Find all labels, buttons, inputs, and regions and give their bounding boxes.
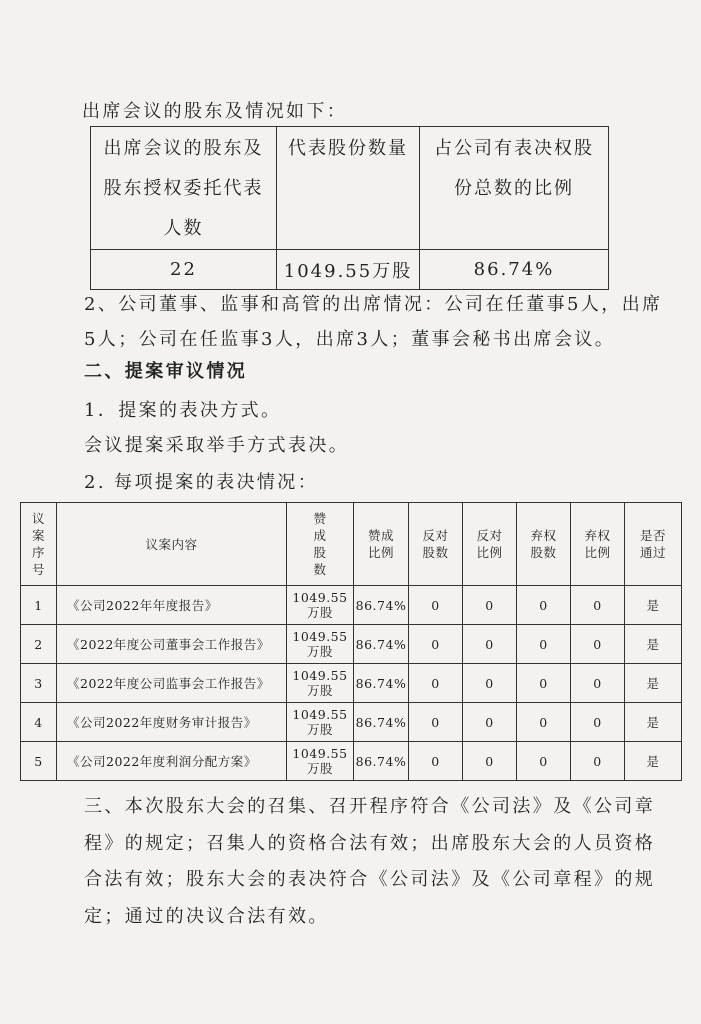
cell-content: 《公司2022年度财务审计报告》	[57, 703, 287, 742]
votes-header-row	[21, 503, 682, 586]
cell-abstain-ratio: 0	[571, 664, 625, 703]
shares-number: 1049.55	[292, 707, 348, 722]
header-line: 股东授权委托代表	[103, 178, 264, 199]
header-shares	[277, 127, 420, 250]
table-row	[21, 664, 682, 703]
shares-unit: 万股	[306, 683, 333, 698]
section-two-title: 二、提案审议情况	[84, 361, 248, 382]
header-line: 人数	[163, 218, 204, 239]
header-line: 股数	[422, 545, 449, 560]
cell-against-ratio: 0	[463, 742, 517, 781]
header-line: 是否	[639, 528, 666, 543]
cell-against-ratio: 0	[463, 703, 517, 742]
shares-number: 1049.55	[292, 668, 348, 683]
cell-seq: 1	[21, 586, 57, 625]
item2-title: 2. 每项提案的表决情况：	[84, 472, 319, 493]
section-three-line1: 三、本次股东大会的召集、召开程序符合《公司法》及《公司章	[84, 796, 656, 817]
cell-passed: 是	[625, 703, 682, 742]
cell-abstain-ratio: 0	[571, 625, 625, 664]
cell-shares: 1049.55万股	[277, 250, 420, 290]
cell-seq: 3	[21, 664, 57, 703]
header-line: 比例	[476, 545, 503, 560]
cell-against-shares: 0	[409, 586, 463, 625]
cell-count: 22	[91, 250, 277, 290]
item1-title: 1．提案的表决方式。	[84, 400, 282, 421]
cell-for-shares	[287, 664, 354, 703]
cell-seq: 4	[21, 703, 57, 742]
attendance-header-row	[91, 127, 609, 250]
cell-abstain-shares: 0	[517, 586, 571, 625]
cell-abstain-ratio: 0	[571, 703, 625, 742]
header-char: 数	[313, 562, 327, 577]
votes-table	[20, 502, 682, 781]
header-char: 序	[31, 545, 45, 560]
header-seq	[21, 503, 57, 586]
header-line: 出席会议的股东及	[103, 138, 264, 159]
cell-against-ratio: 0	[463, 625, 517, 664]
cell-abstain-ratio: 0	[571, 742, 625, 781]
shares-number: 1049.55	[292, 629, 348, 644]
header-char: 号	[31, 562, 45, 577]
header-content: 议案内容	[57, 503, 287, 586]
cell-abstain-shares: 0	[517, 742, 571, 781]
intro-line: 出席会议的股东及情况如下：	[82, 101, 348, 122]
header-char: 股	[313, 545, 327, 560]
header-for-shares	[287, 503, 354, 586]
header-char: 赞	[313, 511, 327, 526]
header-shareholders	[91, 127, 277, 250]
attendance-data-row	[91, 250, 609, 290]
header-against-ratio	[463, 503, 517, 586]
cell-against-shares: 0	[409, 625, 463, 664]
cell-ratio: 86.74%	[420, 250, 609, 290]
cell-passed: 是	[625, 742, 682, 781]
shares-unit: 万股	[306, 644, 333, 659]
header-line: 赞成	[367, 528, 394, 543]
header-ratio	[420, 127, 609, 250]
shares-number: 1049.55	[292, 746, 348, 761]
cell-abstain-ratio: 0	[571, 586, 625, 625]
cell-against-ratio: 0	[463, 586, 517, 625]
section-three-line4: 定；通过的决议合法有效。	[84, 906, 329, 927]
cell-content: 《2022年度公司监事会工作报告》	[57, 664, 287, 703]
cell-for-ratio: 86.74%	[354, 586, 409, 625]
shares-unit: 万股	[306, 605, 333, 620]
header-line: 弃权	[584, 528, 611, 543]
cell-for-ratio: 86.74%	[354, 703, 409, 742]
header-line: 占公司有表决权股	[434, 138, 594, 159]
section-three-line3: 合法有效；股东大会的表决符合《公司法》及《公司章程》的规	[84, 869, 656, 890]
header-line: 弃权	[530, 528, 557, 543]
cell-passed: 是	[625, 586, 682, 625]
header-line: 比例	[584, 545, 611, 560]
para-directors-line2: 5人；公司在任监事3人，出席3人；董事会秘书出席会议。	[84, 329, 616, 350]
header-line: 份总数的比例	[454, 178, 574, 199]
header-passed	[625, 503, 682, 586]
header-line: 反对	[422, 528, 449, 543]
header-for-ratio	[354, 503, 409, 586]
section-three-line2: 程》的规定；召集人的资格合法有效；出席股东大会的人员资格	[84, 833, 656, 854]
shares-unit: 万股	[306, 761, 333, 776]
cell-against-shares: 0	[409, 742, 463, 781]
para-directors-line1: 2、公司董事、监事和高管的出席情况：公司在任董事5人，出席	[84, 294, 663, 315]
header-against-shares	[409, 503, 463, 586]
header-abstain-ratio	[571, 503, 625, 586]
cell-content: 《2022年度公司董事会工作报告》	[57, 625, 287, 664]
shares-number: 1049.55	[292, 590, 348, 605]
cell-passed: 是	[625, 664, 682, 703]
cell-abstain-shares: 0	[517, 664, 571, 703]
cell-for-ratio: 86.74%	[354, 664, 409, 703]
cell-for-shares	[287, 586, 354, 625]
header-line: 股数	[530, 545, 557, 560]
cell-against-shares: 0	[409, 664, 463, 703]
header-abstain-shares	[517, 503, 571, 586]
cell-against-shares: 0	[409, 703, 463, 742]
header-line: 反对	[476, 528, 503, 543]
cell-seq: 2	[21, 625, 57, 664]
header-char: 议	[31, 511, 45, 526]
header-char: 成	[313, 528, 327, 543]
header-line: 代表股份数量	[288, 138, 408, 159]
cell-for-shares	[287, 703, 354, 742]
shares-unit: 万股	[306, 722, 333, 737]
table-row	[21, 703, 682, 742]
cell-for-shares	[287, 742, 354, 781]
item1-body: 会议提案采取举手方式表决。	[84, 435, 350, 456]
cell-passed: 是	[625, 625, 682, 664]
attendance-table	[90, 126, 609, 290]
cell-for-ratio: 86.74%	[354, 742, 409, 781]
table-row	[21, 586, 682, 625]
table-row	[21, 625, 682, 664]
cell-against-ratio: 0	[463, 664, 517, 703]
header-line: 通过	[639, 545, 666, 560]
cell-abstain-shares: 0	[517, 625, 571, 664]
cell-content: 《公司2022年度利润分配方案》	[57, 742, 287, 781]
cell-for-ratio: 86.74%	[354, 625, 409, 664]
cell-seq: 5	[21, 742, 57, 781]
cell-abstain-shares: 0	[517, 703, 571, 742]
cell-content: 《公司2022年年度报告》	[57, 586, 287, 625]
header-char: 案	[31, 528, 45, 543]
cell-for-shares	[287, 625, 354, 664]
header-line: 比例	[367, 545, 394, 560]
table-row	[21, 742, 682, 781]
